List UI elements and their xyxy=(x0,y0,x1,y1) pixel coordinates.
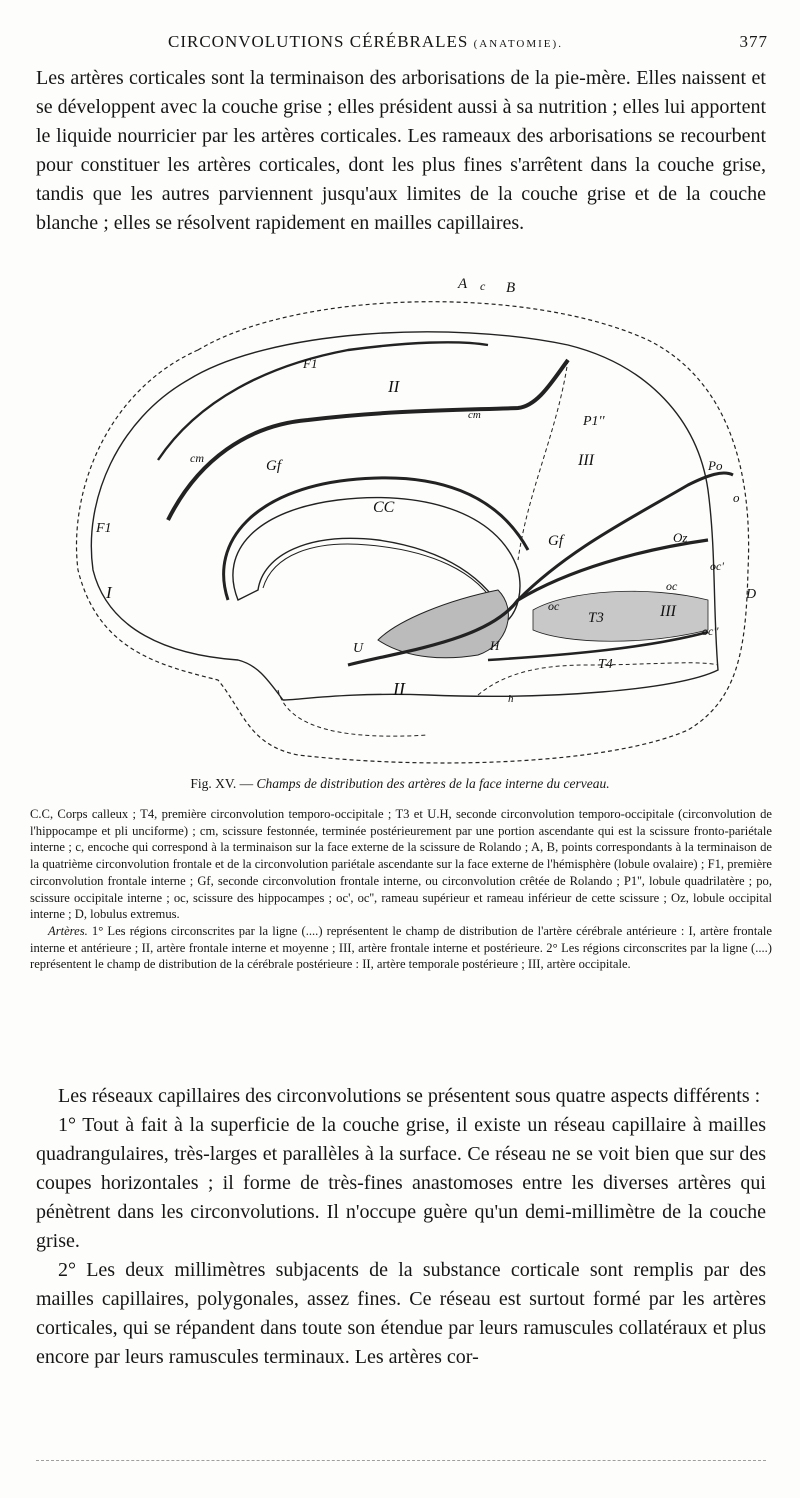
f1-sulcus xyxy=(158,342,488,460)
label-oc1: oc' xyxy=(710,559,724,573)
paragraph-2: Les réseaux capillaires des circonvolutions se présentent sous quatre aspects différents : xyxy=(58,1085,761,1107)
legend-arteries-label: Artères. xyxy=(48,923,88,938)
legend-arteries-text: 1° Les régions circonscrites par la ligne (....) représentent le champ de distribution de l'artère cérébrale antérieure : I, artère frontale interne et antérieure ; II, artère frontale interne et moyenne ; III, artère frontale interne et postérieure. 2° Les régions circonscrites par la ligne (....) représentent le champ de distribution de la cérébrale postérieure : II, artère temporale postérieure ; III, artère occipitale. xyxy=(30,923,772,972)
label-oc-low: oc xyxy=(548,599,560,613)
label-F1-left: F1 xyxy=(96,521,112,536)
label-U: U xyxy=(353,641,364,656)
figure-caption-text: Champs de distribution des artères de la face interne du cerveau. xyxy=(256,776,610,791)
callosal-sulcus xyxy=(224,478,528,600)
label-F1-top: F1 xyxy=(303,356,318,371)
label-Gf-mid: Gf xyxy=(548,533,563,549)
label-oc2: oc'' xyxy=(702,624,719,638)
label-c: c xyxy=(480,279,486,293)
label-P1: P1'' xyxy=(583,414,605,429)
label-Po: Po xyxy=(708,458,723,473)
running-subtitle: (ANATOMIE). xyxy=(473,38,563,50)
paragraph-1: Les artères corticales sont la terminaison des arborisations de la pie-mère. Elles naissent et se développent avec la couche grise ; elles président aussi à sa nutrition ; elles lui apportent le liquide nourricier par les artères corticales. Les rameaux des arborisations se recourbent pour constituer les artères corticales, dont les plus fines s'arrêtent dans la couche grise, tandis que les autres parviennent jusqu'aux limites de la couche grise et de la couche blanche ; elles se résolvent rapidement en mailles capillaires. xyxy=(36,67,766,234)
legend-paragraph-2 xyxy=(30,923,772,973)
running-header xyxy=(48,32,768,56)
label-h: h xyxy=(508,693,514,705)
ii-field-line xyxy=(278,690,428,736)
label-III-top: III xyxy=(578,452,594,469)
label-cm-top: cm xyxy=(468,409,481,421)
paragraph-4: 2° Les deux millimètres subjacents de la substance corticale sont remplis par des mailles capillaires, polygonales, assez fines. Ce réseau est surtout formé par les artères corticales, qui se répandent dans toute son étendue par leurs ramuscules collatéraux et plus encore par leurs ramuscules terminaux. Les artères cor- xyxy=(36,1259,766,1368)
page-number: 377 xyxy=(739,32,768,51)
footer-rule xyxy=(36,1460,766,1461)
cm-sulcus xyxy=(168,360,568,520)
label-H: H xyxy=(490,638,500,653)
outer-boundary xyxy=(77,302,749,763)
label-CC: CC xyxy=(373,499,395,516)
label-II-top: II xyxy=(388,377,400,396)
label-D: D xyxy=(746,587,757,602)
legend-paragraph-1: C.C, Corps calleux ; T4, première circonvolution temporo-occipitale ; T3 et U.H, seconde circonvolution temporo-occipitale (circonvolution de l'hippocampe et pli unciforme) ; cm, scissure festonnée, terminée postérieurement par une portion ascendante qui est la scissure fronto-pariétale interne ; c, encoche qui correspond à la terminaison sur la face externe de la scissure de Rolando ; A, B, points correspondants à la terminaison de la quatrième circonvolution frontale et de la circonvolution pariétale ascendante sur la face externe de l'hémisphère (lobule ovalaire) ; F1, première circonvolution frontale interne ; Gf, seconde circonvolution frontale interne, ou circonvolution crêtée de Rolando ; P1'', lobule quadrilatère ; po, scissure occipitale interne ; oc, scissure des hippocampes ; oc', oc'', rameau supérieur et rameau inférieur de cette scissure ; Oz, lobule occipital interne ; D, lobulus extremus. xyxy=(30,807,772,922)
label-T4: T4 xyxy=(598,657,613,672)
label-T3: T3 xyxy=(588,610,604,626)
label-A: A xyxy=(458,276,468,292)
running-title: CIRCONVOLUTIONS CÉRÉBRALES (ANATOMIE). xyxy=(168,32,563,51)
label-o: o xyxy=(733,490,740,505)
label-I: I xyxy=(106,583,112,602)
label-B: B xyxy=(506,280,516,296)
figure-number: Fig. XV. — xyxy=(190,776,254,791)
paragraph-3: 1° Tout à fait à la superficie de la couche grise, il existe un réseau capillaire à mailles quadrangulaires, très-larges et parallèles à la surface. Ce réseau ne se voit bien que sur des coupes horizontales ; il forme de très-fines anastomoses entre les diverses artères qui pénètrent dans les circonvolutions. Il n'occupe guère qu'un demi-millimètre de la couche grise. xyxy=(36,1114,766,1252)
label-Gf-left: Gf xyxy=(266,458,281,474)
body-continuation xyxy=(36,1082,766,1372)
brain-diagram xyxy=(48,270,768,770)
label-cm-left: cm xyxy=(190,451,204,465)
label-II-low: II xyxy=(393,679,405,699)
figure-legend xyxy=(30,806,772,973)
brain-figure xyxy=(48,270,768,770)
label-Oz: Oz xyxy=(673,530,688,545)
label-III-low: III xyxy=(660,603,676,620)
figure-caption xyxy=(30,776,770,792)
label-oc: oc xyxy=(666,579,678,593)
